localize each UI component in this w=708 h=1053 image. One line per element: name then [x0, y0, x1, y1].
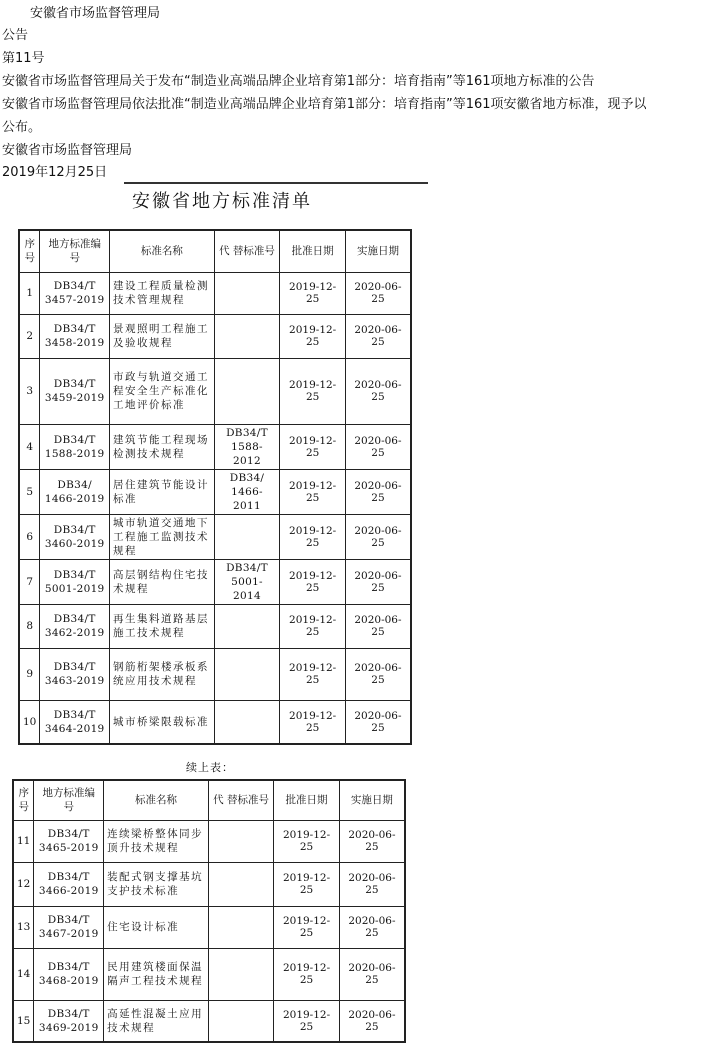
implement-date-cell: 2020-06-25 — [345, 514, 411, 559]
replace-cell — [214, 604, 280, 648]
code-cell: DB34/T 3463-2019 — [40, 648, 110, 700]
code-cell: DB34/T 3458-2019 — [40, 314, 110, 358]
col-approve: 批准日期 — [274, 780, 340, 820]
seq-cell: 9 — [19, 648, 40, 700]
body-line-1: 安徽省市场监督管理局依法批准“制造业高端品牌企业培育第1部分：培育指南”等161项安徽省地方标准，现予以 — [2, 97, 647, 112]
code-cell: DB34/T 3466-2019 — [34, 862, 104, 906]
code-cell: DB34/T 1588-2019 — [40, 424, 110, 469]
code-cell: DB34/ 1466-2019 — [40, 469, 110, 514]
replace-cell — [214, 358, 280, 424]
implement-date-cell: 2020-06-25 — [339, 1000, 405, 1042]
seq-cell: 1 — [19, 272, 40, 314]
implement-date-cell: 2020-06-25 — [345, 604, 411, 648]
name-cell: 民用建筑楼面保温隔声工程技术规程 — [104, 948, 209, 1000]
implement-date-cell: 2020-06-25 — [345, 700, 411, 744]
col-seq: 序号 — [13, 780, 34, 820]
code-cell: DB34/T 3469-2019 — [34, 1000, 104, 1042]
implement-date-cell: 2020-06-25 — [339, 948, 405, 1000]
replace-cell — [208, 906, 273, 948]
approve-date-cell: 2019-12-25 — [274, 820, 340, 862]
name-cell: 城市轨道交通地下工程施工监测技术规程 — [110, 514, 215, 559]
name-cell: 住宅设计标准 — [104, 906, 209, 948]
table-row — [19, 424, 411, 469]
col-seq: 序号 — [19, 230, 40, 272]
name-cell: 钢筋桁架楼承板系统应用技术规程 — [110, 648, 215, 700]
code-cell: DB34/T 3465-2019 — [34, 820, 104, 862]
approve-date-cell: 2019-12-25 — [274, 1000, 340, 1042]
replace-cell — [214, 514, 280, 559]
table-header-row — [19, 230, 411, 272]
replace-cell — [208, 1000, 273, 1042]
replace-cell — [208, 948, 273, 1000]
replace-cell — [214, 314, 280, 358]
continued-label: 续上表： — [186, 761, 234, 774]
doc-title: 安徽省市场监督管理局关于发布“制造业高端品牌企业培育第1部分：培育指南”等161项地方标准的公告 — [2, 74, 595, 89]
name-cell: 景观照明工程施工及验收规程 — [110, 314, 215, 358]
seq-cell: 3 — [19, 358, 40, 424]
list-title: 安徽省地方标准清单 — [132, 191, 312, 212]
approve-date-cell: 2019-12-25 — [274, 906, 340, 948]
seq-cell: 7 — [19, 559, 40, 604]
approve-date-cell: 2019-12-25 — [280, 700, 346, 744]
standards-table-1 — [18, 229, 412, 745]
seq-cell: 10 — [19, 700, 40, 744]
seq-cell: 13 — [13, 906, 34, 948]
table-row — [13, 948, 405, 1000]
col-code: 地方标准编 号 — [34, 780, 104, 820]
name-cell: 连续梁桥整体同步顶升技术规程 — [104, 820, 209, 862]
seq-cell: 8 — [19, 604, 40, 648]
name-cell: 城市桥梁限载标准 — [110, 700, 215, 744]
name-cell: 高层钢结构住宅技术规程 — [110, 559, 215, 604]
seq-cell: 6 — [19, 514, 40, 559]
table-row — [19, 604, 411, 648]
approve-date-cell: 2019-12-25 — [280, 559, 346, 604]
table-row — [13, 820, 405, 862]
implement-date-cell: 2020-06-25 — [345, 559, 411, 604]
code-cell: DB34/T 3457-2019 — [40, 272, 110, 314]
name-cell: 装配式钢支撑基坑支护技术标准 — [104, 862, 209, 906]
name-cell: 建设工程质量检测技术管理规程 — [110, 272, 215, 314]
seq-cell: 11 — [13, 820, 34, 862]
code-cell: DB34/T 3462-2019 — [40, 604, 110, 648]
implement-date-cell: 2020-06-25 — [345, 424, 411, 469]
table-row — [19, 559, 411, 604]
implement-date-cell: 2020-06-25 — [345, 358, 411, 424]
doc-type: 公告 — [2, 28, 29, 43]
col-replace: 代 替标准号 — [208, 780, 273, 820]
col-name: 标准名称 — [104, 780, 209, 820]
code-cell: DB34/T 3468-2019 — [34, 948, 104, 1000]
code-cell: DB34/T 3460-2019 — [40, 514, 110, 559]
table-row — [19, 272, 411, 314]
table-row — [19, 469, 411, 514]
issue-date: 2019年12月25日 — [2, 165, 108, 180]
replace-cell — [214, 272, 280, 314]
approve-date-cell: 2019-12-25 — [280, 358, 346, 424]
replace-cell — [214, 648, 280, 700]
implement-date-cell: 2020-06-25 — [339, 862, 405, 906]
seq-cell: 2 — [19, 314, 40, 358]
name-cell: 高延性混凝土应用技术规程 — [104, 1000, 209, 1042]
approve-date-cell: 2019-12-25 — [280, 648, 346, 700]
replace-cell: DB34/T 1588-2012 — [214, 424, 280, 469]
implement-date-cell: 2020-06-25 — [339, 820, 405, 862]
code-cell: DB34/T 3459-2019 — [40, 358, 110, 424]
approve-date-cell: 2019-12-25 — [280, 514, 346, 559]
table-row — [19, 358, 411, 424]
col-replace: 代 替标准号 — [214, 230, 280, 272]
replace-cell: DB34/ 1466-2011 — [214, 469, 280, 514]
table-row — [19, 314, 411, 358]
implement-date-cell: 2020-06-25 — [345, 314, 411, 358]
list-title-banner — [124, 182, 428, 214]
replace-cell — [214, 700, 280, 744]
seq-cell: 5 — [19, 469, 40, 514]
seq-cell: 15 — [13, 1000, 34, 1042]
col-name: 标准名称 — [110, 230, 215, 272]
table-row — [19, 700, 411, 744]
implement-date-cell: 2020-06-25 — [339, 906, 405, 948]
table-row — [13, 862, 405, 906]
standards-table-2 — [12, 779, 406, 1043]
table-header-row — [13, 780, 405, 820]
implement-date-cell: 2020-06-25 — [345, 272, 411, 314]
seq-cell: 12 — [13, 862, 34, 906]
name-cell: 再生集料道路基层施工技术规程 — [110, 604, 215, 648]
code-cell: DB34/T 5001-2019 — [40, 559, 110, 604]
approve-date-cell: 2019-12-25 — [274, 948, 340, 1000]
replace-cell: DB34/T 5001-2014 — [214, 559, 280, 604]
replace-cell — [208, 862, 273, 906]
name-cell: 市政与轨道交通工程安全生产标准化工地评价标准 — [110, 358, 215, 424]
table-row — [19, 514, 411, 559]
approve-date-cell: 2019-12-25 — [280, 314, 346, 358]
agency-name-top: 安徽省市场监督管理局 — [30, 6, 161, 21]
implement-date-cell: 2020-06-25 — [345, 469, 411, 514]
doc-number: 第11号 — [2, 51, 45, 66]
approve-date-cell: 2019-12-25 — [274, 862, 340, 906]
col-approve: 批准日期 — [280, 230, 346, 272]
table-row — [19, 648, 411, 700]
replace-cell — [208, 820, 273, 862]
col-implement: 实施日期 — [345, 230, 411, 272]
body-line-2: 公布。 — [2, 120, 42, 135]
name-cell: 建筑节能工程现场检测技术规程 — [110, 424, 215, 469]
col-implement: 实施日期 — [339, 780, 405, 820]
table-row — [13, 1000, 405, 1042]
approve-date-cell: 2019-12-25 — [280, 604, 346, 648]
code-cell: DB34/T 3464-2019 — [40, 700, 110, 744]
table-row — [13, 906, 405, 948]
name-cell: 居住建筑节能设计标准 — [110, 469, 215, 514]
approve-date-cell: 2019-12-25 — [280, 424, 346, 469]
approve-date-cell: 2019-12-25 — [280, 469, 346, 514]
code-cell: DB34/T 3467-2019 — [34, 906, 104, 948]
seq-cell: 4 — [19, 424, 40, 469]
approve-date-cell: 2019-12-25 — [280, 272, 346, 314]
seq-cell: 14 — [13, 948, 34, 1000]
implement-date-cell: 2020-06-25 — [345, 648, 411, 700]
signature: 安徽省市场监督管理局 — [2, 143, 133, 158]
col-code: 地方标准编 号 — [40, 230, 110, 272]
